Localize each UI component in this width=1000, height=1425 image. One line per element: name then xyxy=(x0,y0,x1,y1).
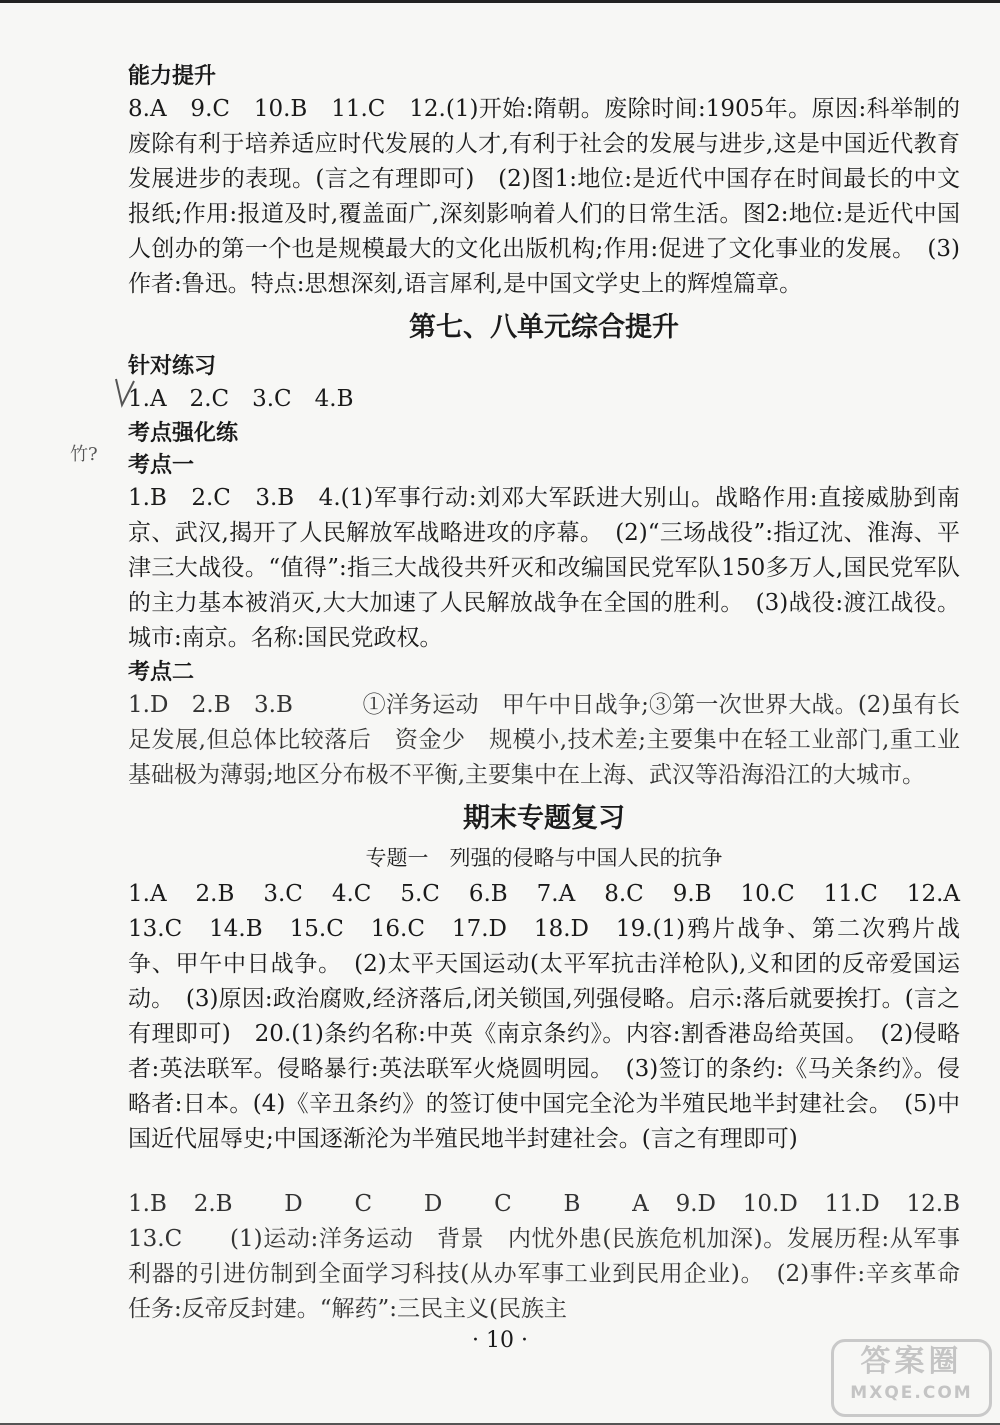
point2-label: 考点二 xyxy=(128,660,195,685)
watermark-line2: MXQE.COM xyxy=(850,1383,973,1403)
topic1-title: 专题一 列强的侵略与中国人民的抗争 xyxy=(365,846,723,870)
final-review-title: 期末专题复习 xyxy=(463,803,625,834)
topic-gap xyxy=(128,1157,960,1187)
pen-tick-mark xyxy=(112,375,138,411)
strengthen-label: 考点强化练 xyxy=(128,421,239,446)
top-border-line xyxy=(0,0,1000,3)
practice-label: 针对练习 xyxy=(128,354,217,379)
section-label-ability: 能力提升 xyxy=(128,64,217,89)
handwritten-margin-note: 竹? xyxy=(70,444,98,465)
watermark-logo xyxy=(831,1339,992,1417)
point1-answers: 1.B 2.C 3.B 4.(1)军事行动:刘邓大军跃进大别山。战略作用:直接威胁到南京、武汉,揭开了人民解放军战略进攻的序幕。 (2)“三场战役”:指辽沈、淮海、平津三大战役。“值得”:指三大战役共歼灭和改编国民党军队150多万人,国民党军队的主力基本被消灭,大大加速了人民解放战争在全国的胜利。 (3)战役:渡江战役。城市:南京。名称:国民党政权。 xyxy=(128,485,960,651)
topic1-answers: 1.A 2.B 3.C 4.C 5.C 6.B 7.A 8.C 9.B 10.C 11.C 12.A 13.C 14.B 15.C 16.C 17.D 18.D 19.(1)鸦片战争、第二次鸦片战争、甲午中日战争。 (2)太平天国运动(太平军抗击洋枪队),义和团的反帝爱国运动。 (3)原因:政治腐败,经济落后,闭关锁国,列强侵略。启示:落后就要挨打。(言之有理即可) 20.(1)条约名称:中英《南京条约》。内容:割香港岛给英国。 (2)侵略者:英法联军。侵略暴行:英法联军火烧圆明园。 (3)签订的条约:《马关条约》。侵略者:日本。(4)《辛丑条约》的签订使中国完全沦为半殖民地半封建社会。 (5)中国近代屈辱史;中国逐渐沦为半殖民地半封建社会。(言之有理即可) xyxy=(128,881,983,1152)
unit78-title: 第七、八单元综合提升 xyxy=(409,312,679,343)
answer-page xyxy=(128,60,983,1327)
point2-answers: 1.D 2.B 3.B ①洋务运动 甲午中日战争;③第一次世界大战。(2)虽有长足发展,但总体比较落后 资金少 规模小,技术差;主要集中在轻工业部门,重工业基础极为薄弱;地区分布极不平衡,主要集中在上海、武汉等沿海沿江的大城市。 xyxy=(128,692,960,788)
page-number: · 10 · xyxy=(472,1328,528,1353)
topic2-answers: 1.B 2.B D C D C B A 9.D 10.D 11.D 12.B 13.C (1)运动:洋务运动 背景 内忧外患(民族危机加深)。发展历程:从军事利器的引进仿制到全面学习科技(从办军事工业到民用企业)。 (2)事件:辛亥革命 任务:反帝反封建。“解药”:三民主义(民族主 xyxy=(128,1191,983,1322)
ability-answers: 8.A 9.C 10.B 11.C 12.(1)开始:隋朝。废除时间:1905年。原因:科举制的废除有利于培养适应时代发展的人才,有利于社会的发展与进步,这是中国近代教育发展进步的表现。(言之有理即可) (2)图1:地位:是近代中国存在时间最长的中文报纸;作用:报道及时,覆盖面广,深刻影响着人们的日常生活。图2:地位:是近代中国人创办的第一个也是规模最大的文化出版机构;作用:促进了文化事业的发展。 (3)作者:鲁迅。特点:思想深刻,语言犀利,是中国文学史上的辉煌篇章。 xyxy=(128,96,960,297)
watermark-line1: 答案圈 xyxy=(860,1344,963,1379)
point1-label: 考点一 xyxy=(128,453,195,478)
practice-answers: 1.A 2.C 3.C 4.B xyxy=(128,386,354,412)
